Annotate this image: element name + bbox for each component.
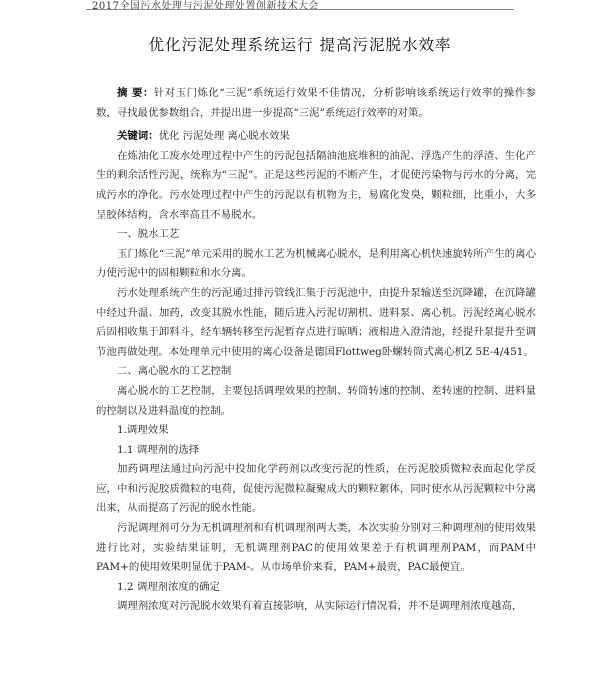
subsection-1-heading: 1.调理效果 [117, 424, 169, 437]
section2-paragraph-2: 加药调理法通过向污泥中投加化学药剂以改变污泥的性质，在污泥胶质微粒表面起化学反应，中和污泥胶质微粒的电荷，促使污泥微粒凝聚成大的颗粒絮体，同时使水从污泥颗粒中分离出来，从而提高了污泥的脱水性能。 [96, 463, 536, 515]
subsection-1-2-heading: 1.2 调理剂浓度的确定 [117, 580, 220, 593]
paper-title: 优化污泥处理系统运行 提高污泥脱水效率 [148, 36, 452, 54]
section2-heading: 二、离心脱水的工艺控制 [117, 365, 232, 378]
keywords-text: 优化 污泥处理 离心脱水效果 [158, 130, 290, 143]
section1-heading: 一、脱水工艺 [117, 228, 180, 241]
section2-paragraph-1: 离心脱水的工艺控制，主要包括调理效果的控制、转筒转速的控制、差转速的控制、进料量的控制以及进料温度的控制。 [96, 384, 536, 417]
intro-paragraph: 在炼油化工废水处理过程中产生的污泥包括隔油池底堆积的油泥、浮选产生的浮渣、生化产生的剩余活性污泥，统称为“三泥”。正是这些污泥的不断产生，才促使污染物与污水的分离，完成污水的净化。污水处理过程中产生的污泥以有机物为主，易腐化发臭，颗粒细，比重小，大多呈胶体结构，含水率高且不易脱水。 [96, 149, 536, 221]
keywords [96, 127, 536, 147]
section2-paragraph-3: 污泥调理剂可分为无机调理剂和有机调理剂两大类，本次实验分别对三种调理剂的使用效果进行比对，实验结果证明，无机调理剂PAC的使用效果差于有机调理剂PAM，而PAM中PAM+的使用效果明显优于PAM-。从市场单价来看，PAM+最贵，PAC最便宜。 [96, 522, 536, 574]
subsection-1-1-heading: 1.1 调理剂的选择 [117, 443, 200, 456]
section1-paragraph-1: 玉门炼化“三泥”单元采用的脱水工艺为机械离心脱水，是利用离心机快速旋转所产生的离心力使污泥中的固相颗粒和水分离。 [96, 247, 536, 280]
section1-paragraph-2: 污水处理系统产生的污泥通过排污管线汇集于污泥池中，由提升泵输送至沉降罐，在沉降罐中经过升温、加药，改变其脱水性能，随后进入污泥切割机、进料泵、离心机。污泥经离心脱水后固相收集于卸料斗，经车辆转移至污泥暂存点进行晾晒；液相进入澄清池，经提升泵提升至调节池再做处理。本处理单元中使用的离心设备是德国Flottweg卧螺转筒式离心机Z 5E-4/451。 [96, 286, 536, 358]
abstract [96, 84, 536, 123]
running-header: 2017全国污水处理与污泥处理处置创新技术大会 [92, 1, 319, 12]
section2-paragraph-4: 调理剂浓度对污泥脱水效果有着直接影响，从实际运行情况看，并不是调理剂浓度越高， [117, 600, 523, 613]
keywords-label: 关键词： [117, 130, 159, 143]
body-text [96, 84, 536, 617]
abstract-label: 摘 要： [117, 87, 154, 99]
header-rule [86, 9, 514, 10]
abstract-text: 针对玉门炼化“三泥”系统运行效果不佳情况，分析影响该系统运行效率的操作参数，寻找最优参数组合，并提出进一步提高“三泥”系统运行效率的对策。 [96, 87, 536, 119]
